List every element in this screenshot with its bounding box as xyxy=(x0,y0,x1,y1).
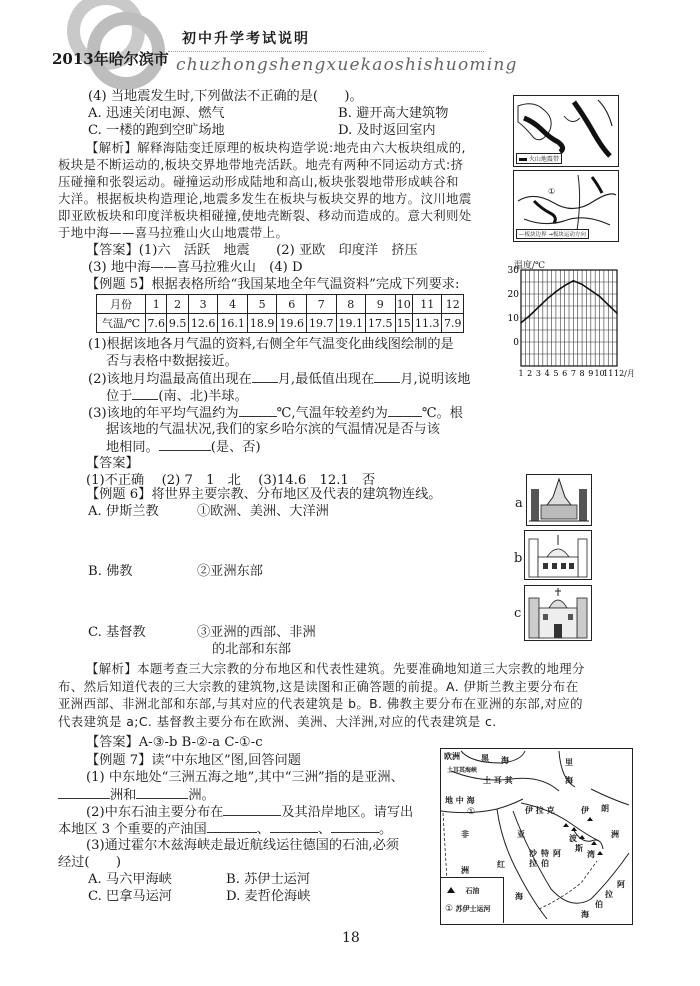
building-a-buddhist-temple[interactable] xyxy=(526,474,592,526)
table-row-months xyxy=(97,295,464,314)
building-label-c: c xyxy=(514,606,522,621)
chart-xtick-label: 4 xyxy=(544,369,550,378)
table-cell: 15 xyxy=(395,314,412,333)
analysis-2-answer: 【答案】A-③-b B-②-a C-①-c xyxy=(86,735,263,750)
region-3[interactable]: ③亚洲的西部、非洲 xyxy=(197,625,316,640)
map-label-turkey: 土 耳 其 xyxy=(483,776,513,785)
analysis-1 xyxy=(58,139,508,241)
temperature-line-chart xyxy=(504,258,664,380)
ex7-q2-blank-gulf[interactable] xyxy=(223,803,281,816)
table-cell: 8 xyxy=(336,295,366,314)
religion-b[interactable]: B. 佛教 xyxy=(88,564,133,579)
analysis-1-line: 【解析】解释海陆变迁原理的板块构造学说:地壳由六大板块组成的, xyxy=(86,140,466,155)
analysis-1-line: 板块是不断运动的,板块交界地带地壳活跃。地壳有两种不同运动方式:挤 xyxy=(58,157,464,172)
legend-arrow-icon: → xyxy=(548,232,553,238)
legend-oil-label: 石油 xyxy=(465,887,480,895)
chart-xtick-label: 2 xyxy=(527,369,533,378)
map-label-arabian-sea: 拉 xyxy=(605,890,613,899)
table-cell: 11 xyxy=(412,295,442,314)
map-label-mediterranean: 地 中 海 xyxy=(445,796,475,805)
ex5-q1-line-1: (1)根据该地各月气温的资料,右侧全年气温变化曲线图绘制的是 xyxy=(88,337,454,352)
legend-volcano-belt xyxy=(516,153,562,164)
chart-ytick-label: 0 xyxy=(513,338,519,348)
chart-data-point xyxy=(581,284,583,286)
ex7-title: 【例题 7】读“中东地区”图,回答问题 xyxy=(86,753,301,768)
map-label-gulf: 斯 xyxy=(575,844,583,853)
ex7-q2-text: 及其沿岸地区。请写出 xyxy=(281,805,414,820)
cathedral-icon xyxy=(525,586,591,640)
ex7-q2-sep: 、 xyxy=(256,822,270,837)
ex7-q2-blank-country-3[interactable] xyxy=(331,820,379,833)
chart-data-point xyxy=(599,296,601,298)
chart-xtick-label: 10 xyxy=(594,369,605,378)
map-label-arabian-sea: 阿 xyxy=(617,880,625,889)
ex5-q3-text: (是、否) xyxy=(210,440,261,455)
chart-ytick-label: 30 xyxy=(507,266,519,276)
map-label-bosporus: 土耳其海峡 xyxy=(447,767,478,774)
table-cell: 9 xyxy=(366,295,396,314)
ex7-option-c[interactable]: C. 巴拿马运河 xyxy=(88,889,172,904)
table-cell: 16.1 xyxy=(218,314,248,333)
table-header-temp: 气温/℃ xyxy=(97,314,146,333)
ex5-q3-line-2: 据该地的气温状况,我们的家乡哈尔滨的气温情况是否与该 xyxy=(106,422,440,437)
ex7-q1-text: 洲。 xyxy=(188,788,215,803)
chart-xtick-label: 1 xyxy=(518,369,524,378)
table-cell: 17.5 xyxy=(366,314,396,333)
ex5-answer: (1)不正确 (2) 7 1 北 (3)14.6 12.1 否 xyxy=(86,473,376,488)
ex5-q2-text: 月,最低值出现在 xyxy=(277,372,375,387)
religion-c[interactable]: C. 基督教 xyxy=(88,625,146,640)
analysis-2-line: 【解析】本题考查三大宗教的分布地区和代表性建筑。先要准确地知道三大宗教的地理分 xyxy=(86,661,585,676)
map-label-gulf: 湾 xyxy=(587,850,595,859)
ex5-q3-text: (3)该地的年平均气温约为 xyxy=(88,406,239,421)
chart-data-point xyxy=(616,312,618,314)
ex5-q2-text: (2)该地月均温最高值出现在 xyxy=(88,372,252,387)
table-cell: 1 xyxy=(146,295,167,314)
legend-suez-label: 苏伊士运河 xyxy=(455,905,491,913)
table-cell: 19.6 xyxy=(277,314,307,333)
ex7-q2-sep: 、 xyxy=(317,822,332,837)
ex7-q1-line-1: (1) 中东地处“三洲五海之地”,其中“三洲”指的是亚洲、 xyxy=(86,770,404,785)
map-label-black-sea: 海 xyxy=(501,756,509,765)
legend-swatch-icon xyxy=(519,158,527,161)
ex7-q2-end: 。 xyxy=(379,822,393,837)
table-cell: 7.9 xyxy=(442,314,464,333)
chart-data-point xyxy=(546,298,548,300)
chart-xtick-label: 5 xyxy=(553,369,559,378)
chart-data-point xyxy=(607,304,609,306)
plate-boundary-map xyxy=(513,170,619,242)
map-label-asia: 亚 xyxy=(517,830,525,839)
table-cell: 12 xyxy=(442,295,464,314)
legend-plate-boundary: 板块边界 xyxy=(524,232,547,238)
q4-option-b: B. 避开高大建筑物 xyxy=(338,106,449,121)
chart-xtick-label: 12/月 xyxy=(614,369,635,378)
ex5-q2-blank-hemisphere[interactable] xyxy=(132,387,158,400)
ex7-q2-text: 本地区 3 个重要的产油国 xyxy=(58,822,207,837)
ex6-title: 【例题 6】将世界主要宗教、分布地区及代表的建筑物连线。 xyxy=(86,487,442,502)
ex7-q1-text: 洲和 xyxy=(110,788,137,803)
analysis-1-line: 大洋。根据板块构造理论,地震多发生在板块与板块交界的地方。汶川地震 xyxy=(58,191,472,206)
ex5-q2-text: (南、北)半球。 xyxy=(158,389,248,404)
map-label-black-sea: 黑 xyxy=(481,754,489,763)
answer-1-line-1: 【答案】(1)六 活跃 地震 (2) 亚欧 印度洋 挤压 xyxy=(86,243,418,258)
table-cell: 11.3 xyxy=(412,314,442,333)
chart-xtick-label: 9 xyxy=(588,369,594,378)
ex5-q2-line-1 xyxy=(88,370,470,388)
ex7-option-b[interactable]: B. 苏伊士运河 xyxy=(226,872,311,887)
chart-xtick-label: 11 xyxy=(603,369,614,378)
middle-east-map xyxy=(440,748,633,925)
legend-plate xyxy=(516,229,589,239)
religion-a[interactable]: A. 伊斯兰教 xyxy=(88,504,159,519)
map-label-saudi: 沙特阿拉伯 xyxy=(529,849,565,868)
building-label-b: b xyxy=(514,551,523,566)
header-divider xyxy=(168,51,484,52)
ex7-q2-line-2 xyxy=(58,820,392,838)
table-cell: 4 xyxy=(218,295,248,314)
ex7-q1-blank-continent-1[interactable] xyxy=(58,786,110,799)
ex5-q1-line-2: 否与表格中数据接近。 xyxy=(106,354,238,369)
map-legend xyxy=(441,877,504,923)
ex7-q2-blank-country-2[interactable] xyxy=(270,820,318,833)
map-label-arabian-sea: 海 xyxy=(581,910,589,919)
table-cell: 5 xyxy=(247,295,277,314)
map-label-iran: 伊 xyxy=(581,806,589,815)
legend-suez-marker: ① xyxy=(445,904,454,914)
analysis-2-line: 布、然后知道代表的三大宗教的建筑物,这是读图和正确答题的前提。A. 伊斯兰教主要分布在 xyxy=(58,678,579,694)
chart-ylabel: 温度/℃ xyxy=(514,261,546,271)
ex5-q2-blank-min-month[interactable] xyxy=(374,370,400,383)
ex7-q1-line-2 xyxy=(58,786,215,804)
ex5-title: 【例题 5】根据表格所给“我国某地全年气温资料”完成下列要求: xyxy=(86,277,460,292)
map-label-europe: 欧洲 xyxy=(444,752,460,761)
legend-volcano-label: 火山地震带 xyxy=(528,156,559,163)
region-2[interactable]: ②亚洲东部 xyxy=(197,564,263,579)
ex5-q2-line-2 xyxy=(106,387,248,405)
legend-line-icon: — xyxy=(519,232,525,238)
chart-data-point xyxy=(573,280,575,282)
ex7-q2-text: (2)中东石油主要分布在 xyxy=(86,805,224,820)
q4-option-a: A. 迅速关闭电源、燃气 xyxy=(88,106,225,121)
mosque-icon xyxy=(525,531,591,579)
ex5-q3-text: ℃,气温年较差约为 xyxy=(276,406,388,421)
chart-xtick-label: 3 xyxy=(535,369,542,378)
table-cell: 19.1 xyxy=(336,314,366,333)
ex7-q3-line-2: 经过( ) xyxy=(58,855,122,870)
ex5-q2-text: 月,说明该地 xyxy=(400,372,471,387)
oil-icon xyxy=(447,887,455,893)
pagoda-icon xyxy=(527,475,591,525)
ex7-option-d[interactable]: D. 麦哲伦海峡 xyxy=(226,889,311,904)
analysis-2 xyxy=(58,660,678,730)
temperature-chart xyxy=(504,258,664,380)
page-number: 18 xyxy=(342,930,360,946)
map-label-iraq: 伊 拉 克 xyxy=(525,806,555,815)
chart-xtick-label: 7 xyxy=(570,369,576,378)
ex7-q3-line-1: (3)通过霍尔木兹海峡走最近航线运往德国的石油,必须 xyxy=(86,838,399,853)
header-city: 2013年哈尔滨市 xyxy=(52,50,169,68)
legend-suez xyxy=(445,904,491,914)
ex5-q2-blank-max-month[interactable] xyxy=(252,370,278,383)
map-label-red-sea: 红 xyxy=(497,860,505,869)
q4-option-d: D. 及时返回室内 xyxy=(338,123,436,138)
map-label-africa: 非 xyxy=(461,830,469,839)
chart-data-point xyxy=(529,315,531,317)
ex5-q3-text: ℃。根 xyxy=(421,406,463,421)
region-1[interactable]: ①欧洲、美洲、大洋洲 xyxy=(197,504,329,519)
answer-1-line-2: (3) 地中海——喜马拉雅火山 (4) D xyxy=(88,260,303,275)
ex5-q2-text: 位于 xyxy=(106,389,133,404)
header-title: 初中升学考试说明 xyxy=(182,31,310,47)
table-cell: 18.9 xyxy=(247,314,277,333)
map-label-arabian-sea: 伯 xyxy=(595,900,603,909)
q4-option-c: C. 一楼的跑到空旷场地 xyxy=(88,123,225,138)
table-cell: 2 xyxy=(167,295,188,314)
map-label-gulf: 波 xyxy=(569,834,577,843)
table-header-month: 月份 xyxy=(97,295,146,314)
building-label-a: a xyxy=(515,496,523,511)
map-label-red-sea: 海 xyxy=(515,892,523,901)
chart-data-point xyxy=(555,291,557,293)
legend-oil xyxy=(447,886,479,896)
table-cell: 7 xyxy=(306,295,336,314)
analysis-1-line: 压碰撞和张裂运动。碰撞运动形成陆地和高山,板块张裂地带形成峡谷和 xyxy=(58,174,459,189)
ex5-q3-blank-same[interactable] xyxy=(159,438,211,451)
temperature-table xyxy=(96,294,464,333)
ex7-q1-blank-continent-2[interactable] xyxy=(136,786,188,799)
analysis-2-line: 代表建筑是 a;C. 基督教主要分布在欧洲、美洲、大洋洲,对应的代表建筑是 c. xyxy=(58,713,497,729)
table-cell: 10 xyxy=(395,295,412,314)
ex7-q2-blank-country-1[interactable] xyxy=(207,820,257,833)
ex5-q3-blank-average[interactable] xyxy=(239,404,277,417)
q4-stem: (4) 当地震发生时,下列做法不正确的是( )。 xyxy=(88,89,363,104)
chart-ytick-label: 20 xyxy=(507,290,519,300)
suez-canal-marker: ① xyxy=(467,807,476,817)
table-cell: 3 xyxy=(188,295,218,314)
chart-data-point xyxy=(520,322,522,324)
table-row-temps xyxy=(97,314,464,333)
legend-plate-movement: 板块运动方向 xyxy=(552,232,586,238)
header-pinyin: chuzhongshengxuekaoshishuoming xyxy=(176,55,518,75)
map-label-caspian: 海 xyxy=(565,776,573,785)
plate-marker: ① xyxy=(548,187,556,196)
table-cell: 6 xyxy=(277,295,307,314)
region-3-line-2: 的北部和东部 xyxy=(212,642,292,657)
ex5-q3-text: 地相同。 xyxy=(106,440,159,455)
table-cell: 7.6 xyxy=(146,314,167,333)
table-cell: 19.7 xyxy=(306,314,336,333)
ex7-q2-line-1 xyxy=(86,803,413,821)
map-label-asia: 洲 xyxy=(611,830,619,839)
analysis-2-line: 亚洲西部、非洲北部和东部,与其对应的代表建筑是 b。B. 佛教主要分布在亚洲的东部,对应的 xyxy=(58,696,583,711)
chart-xtick-label: 6 xyxy=(562,369,568,378)
chart-ytick-label: 10 xyxy=(507,314,519,324)
ex7-option-a[interactable]: A. 马六甲海峡 xyxy=(88,872,172,887)
table-cell: 9.5 xyxy=(167,314,188,333)
ex5-q3-line-3 xyxy=(106,438,261,456)
chart-data-point xyxy=(564,285,566,287)
map-label-caspian: 里 xyxy=(565,758,573,767)
volcano-earthquake-belt-map xyxy=(513,95,619,167)
map-label-africa: 洲 xyxy=(461,866,469,875)
map-label-iran: 朗 xyxy=(601,804,609,813)
ex5-answer-label: 【答案】 xyxy=(86,456,139,471)
analysis-1-line: 于地中海——喜马拉雅山火山地震带上。 xyxy=(58,225,289,240)
analysis-1-line: 即亚欧板块和印度洋板块相碰撞,使地壳断裂、移动而造成的。意大利则处 xyxy=(58,208,472,223)
table-cell: 12.6 xyxy=(188,314,218,333)
ex5-q3-line-1 xyxy=(88,404,463,422)
chart-xtick-label: 8 xyxy=(579,369,585,378)
building-c-church[interactable] xyxy=(524,585,592,641)
chart-data-point xyxy=(590,290,592,292)
building-b-mosque[interactable] xyxy=(524,530,592,580)
chart-data-point xyxy=(538,306,540,308)
ex5-q3-blank-range[interactable] xyxy=(388,404,422,417)
